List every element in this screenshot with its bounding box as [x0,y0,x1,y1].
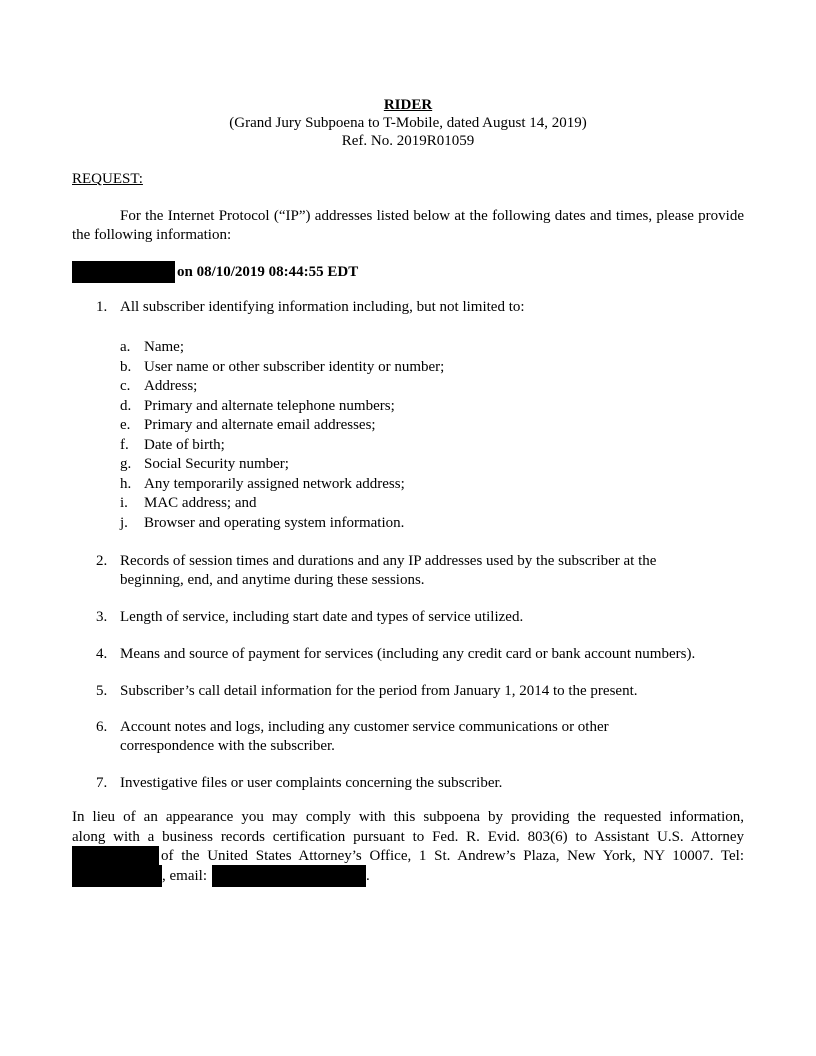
request-item-3 [96,608,744,627]
closing-text-1: In lieu of an appearance you may comply with this subpoena by providing the requested information, [72,809,744,825]
item-number: 3. [96,609,108,625]
closing-line-2 [72,828,744,848]
list-letter: d. [120,397,132,414]
list-text: Primary and alternate email addresses; [144,417,376,433]
rider-subtitle: (Grand Jury Subpoena to T-Mobile, dated August 14, 2019) [229,115,587,131]
list-item [120,338,720,358]
closing-text-3: of the United States Attorney’s Office, 1 St. Andrew’s Plaza, New York, NY 10007. Tel: [161,848,744,864]
request-item-2 [96,552,720,590]
list-item [120,397,720,417]
list-text: Primary and alternate telephone numbers; [144,397,395,414]
item-text: Account notes and logs, including any customer service communications or other correspondence with the subscriber. [120,719,609,754]
list-letter: b. [120,358,132,375]
list-text: Address; [144,378,198,394]
subscriber-info-list [120,338,720,533]
list-item [120,455,720,475]
reference-number: Ref. No. 2019R01059 [341,133,475,149]
item-number: 6. [96,719,108,735]
request-item-6 [96,718,666,756]
list-letter: g. [120,456,132,472]
list-item [120,514,720,534]
list-text: MAC address; and [144,495,257,511]
list-letter: i. [120,495,128,511]
list-letter: j. [120,514,128,531]
list-text: Name; [144,339,184,355]
ip-timestamp: on 08/10/2019 08:44:55 EDT [177,263,359,280]
closing-line-3 [72,847,744,867]
redacted-ip-address [72,261,175,283]
redacted-telephone [72,865,162,887]
request-item-1 [96,298,744,317]
list-text: Any temporarily assigned network address; [144,475,405,492]
list-item [120,494,720,514]
email-label: , email: [162,867,207,884]
list-text: Date of birth; [144,436,225,453]
rider-title: RIDER [383,97,433,113]
list-item [120,377,720,397]
item-text: All subscriber identifying information including, but not limited to: [120,299,525,315]
item-number: 5. [96,683,108,699]
item-number: 7. [96,775,108,791]
list-letter: c. [120,378,131,394]
item-text: Records of session times and durations and any IP addresses used by the subscriber at the beginning, end, and anytime during these sessions. [120,553,657,588]
list-letter: e. [120,417,131,433]
closing-paragraph [72,808,744,886]
list-letter: f. [120,436,129,453]
request-item-4 [96,645,744,664]
intro-paragraph: For the Internet Protocol (“IP”) addresses listed below at the following dates and times, please provide the following information: [72,208,744,243]
request-label: REQUEST: [72,171,143,187]
list-letter: h. [120,475,132,492]
list-item [120,358,720,378]
list-item [120,475,720,495]
item-text: Investigative files or user complaints concerning the subscriber. [120,775,503,791]
closing-line-4 [72,867,744,887]
list-text: User name or other subscriber identity or number; [144,358,445,375]
item-text: Means and source of payment for services (including any credit card or bank account numbers). [120,646,696,662]
list-letter: a. [120,339,131,355]
list-text: Browser and operating system information. [144,514,405,531]
list-item [120,416,720,436]
item-number: 4. [96,646,108,662]
request-item-7 [96,774,744,793]
redacted-email [212,865,366,887]
item-number: 1. [96,299,108,315]
request-item-5 [96,682,744,701]
list-text: Social Security number; [144,456,289,472]
item-text: Length of service, including start date and types of service utilized. [120,609,524,625]
closing-line-1 [72,808,744,828]
list-item [120,436,720,456]
closing-period: . [366,867,370,884]
item-text: Subscriber’s call detail information for the period from January 1, 2014 to the present. [120,683,638,699]
rider-header [72,96,744,150]
closing-text-2: along with a business records certification pursuant to Fed. R. Evid. 803(6) to Assistant U.S. Attorney [72,828,744,845]
ip-target-line [72,261,358,283]
item-number: 2. [96,553,108,569]
